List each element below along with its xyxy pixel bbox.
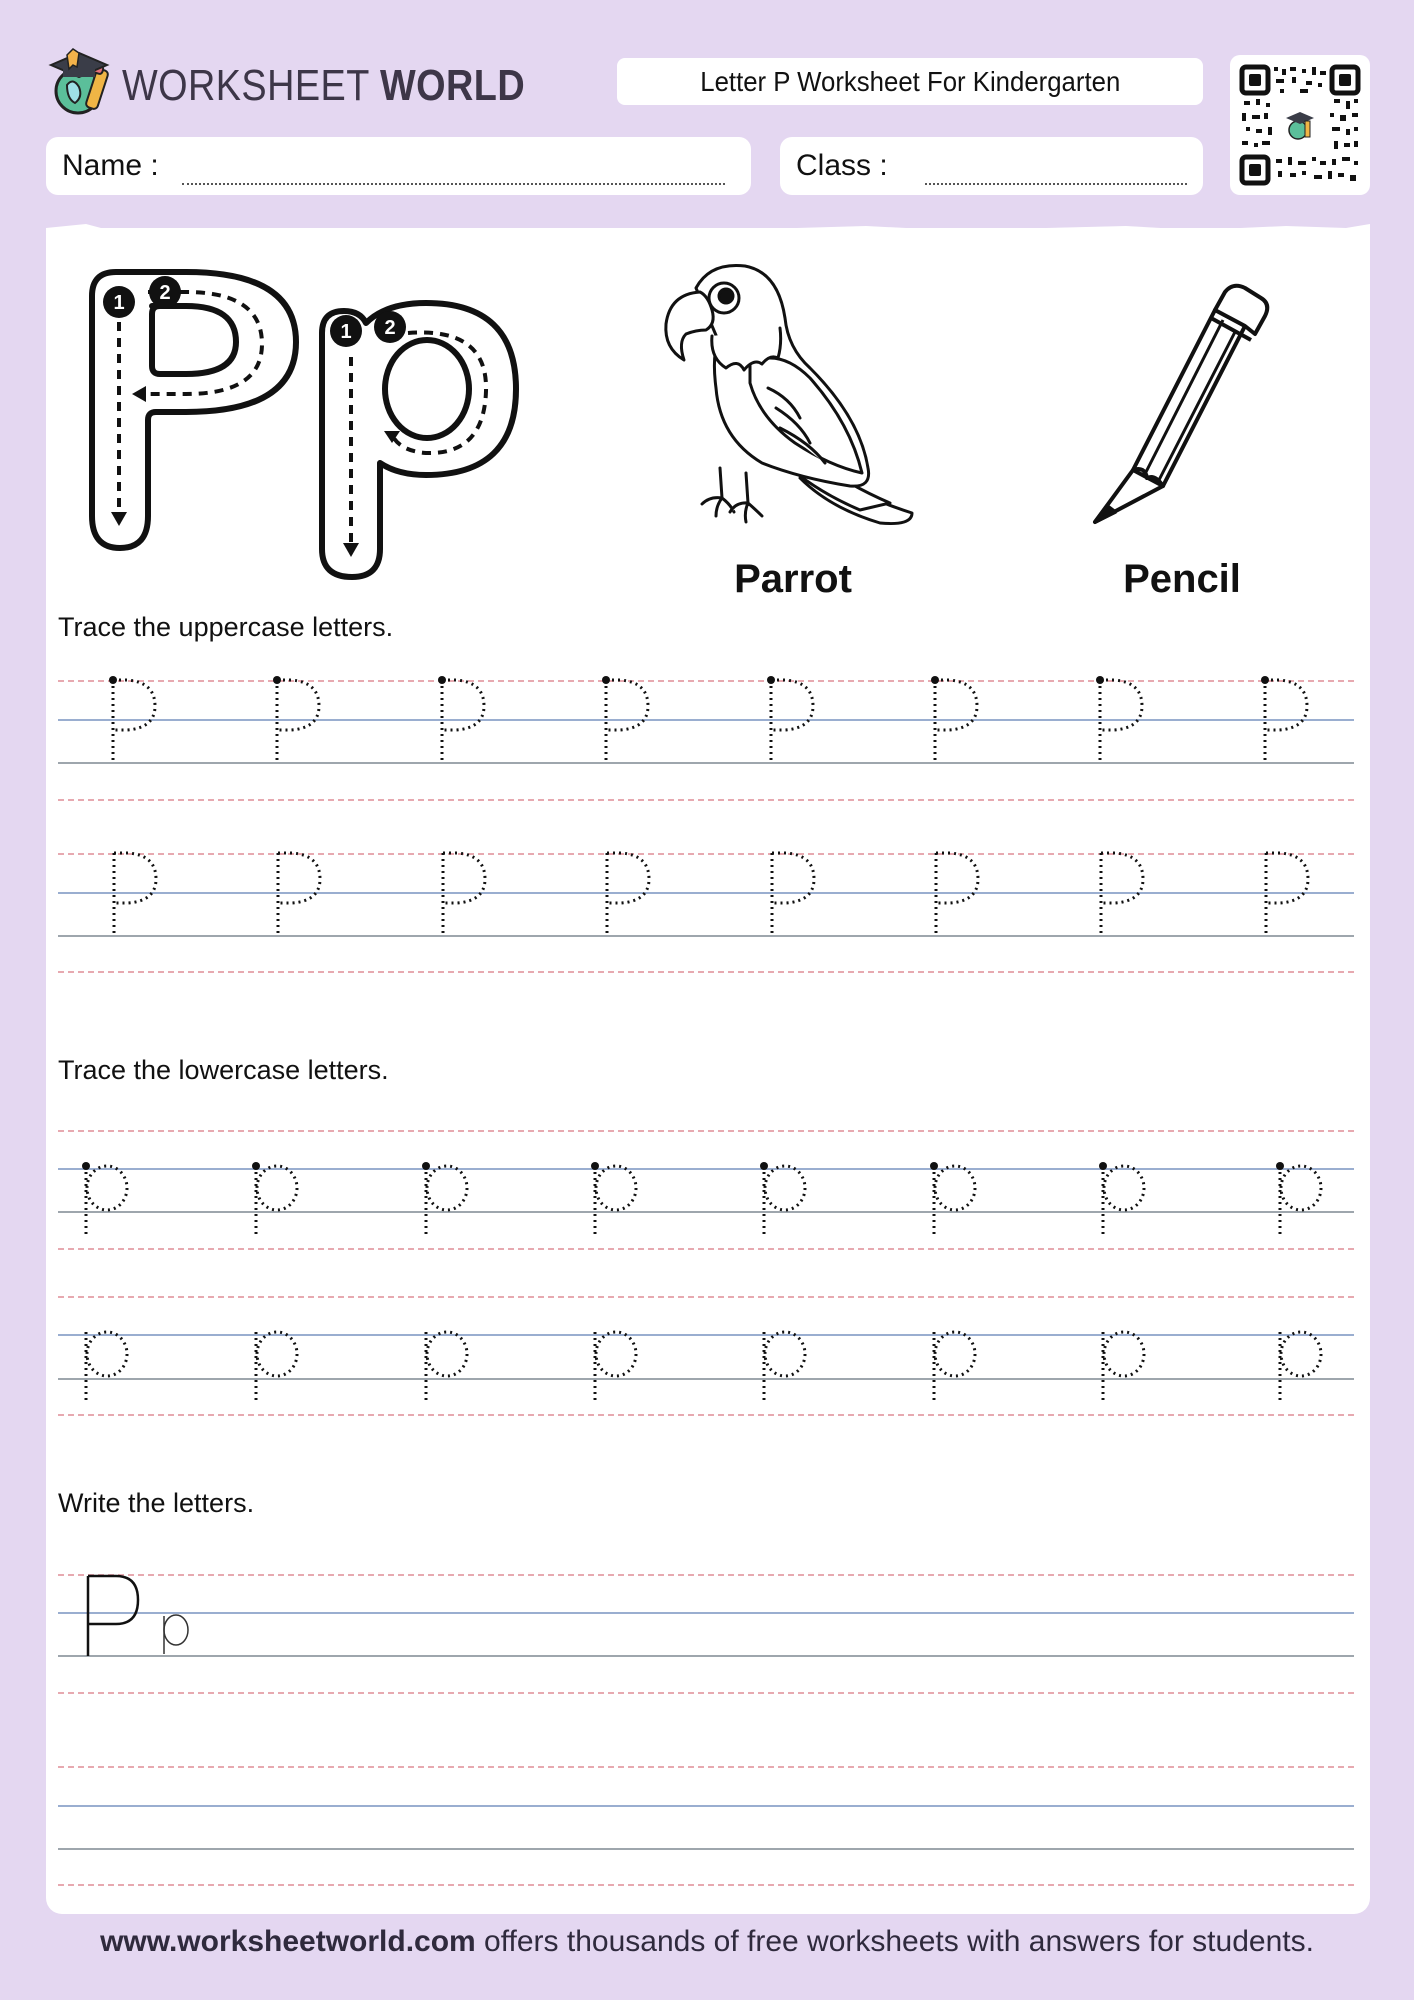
parrot-icon — [650, 258, 930, 538]
footer-text: offers thousands of free worksheets with answers for students. — [475, 1925, 1314, 1958]
name-label: Name : — [62, 149, 159, 182]
guide-top-line — [58, 1296, 1354, 1298]
graduation-globe-pencil-logo-icon — [45, 45, 117, 117]
svg-text:1: 1 — [113, 292, 125, 314]
parrot-label: Parrot — [734, 557, 852, 601]
guide-top-line — [58, 1574, 1354, 1576]
dotted-lowercase-p-row-1 — [0, 1160, 1414, 1250]
brand-name-light: WORKSHEET — [122, 61, 370, 110]
brand-name-bold: WORLD — [380, 61, 526, 110]
pencil-icon — [1085, 280, 1275, 530]
guide-top-line — [58, 1766, 1354, 1768]
write-section-title: Write the letters. — [58, 1488, 255, 1518]
guide-base-line — [58, 1655, 1354, 1657]
class-input-line[interactable] — [925, 183, 1187, 185]
guide-descender-line — [58, 799, 1354, 801]
class-label: Class : — [796, 149, 888, 182]
svg-text:1: 1 — [340, 321, 352, 343]
lowercase-section-title: Trace the lowercase letters. — [58, 1055, 389, 1085]
footer-url[interactable]: www.worksheetworld.com — [100, 1925, 476, 1958]
footer — [0, 1925, 1414, 1959]
svg-text:2: 2 — [384, 317, 396, 339]
dotted-uppercase-p-row-2 — [0, 843, 1414, 943]
lowercase-p-stroke-guide — [316, 297, 526, 582]
guide-descender-line — [58, 1692, 1354, 1694]
class-field[interactable] — [780, 137, 1203, 195]
guide-descender-line — [58, 971, 1354, 973]
guide-descender-line — [58, 1884, 1354, 1886]
dotted-lowercase-p-row-2 — [0, 1326, 1414, 1416]
name-field[interactable] — [46, 137, 751, 195]
dotted-uppercase-p-row-1 — [0, 670, 1414, 770]
pencil-label: Pencil — [1123, 557, 1241, 601]
svg-text:2: 2 — [159, 282, 171, 304]
guide-base-line — [58, 1848, 1354, 1850]
example-letters-pp — [80, 1570, 200, 1660]
brand-name — [122, 58, 525, 114]
guide-top-line — [58, 1130, 1354, 1132]
worksheet-title — [617, 58, 1203, 105]
guide-mid-line — [58, 1805, 1354, 1807]
uppercase-p-stroke-guide — [86, 266, 306, 556]
worksheet-title-text: Letter P Worksheet For Kindergarten — [699, 65, 1121, 97]
name-input-line[interactable] — [182, 183, 725, 185]
uppercase-section-title: Trace the uppercase letters. — [58, 612, 394, 642]
torn-paper-edge — [46, 214, 1370, 244]
qr-code — [1230, 55, 1370, 195]
qr-code-icon — [1230, 55, 1370, 195]
guide-mid-line — [58, 1612, 1354, 1614]
brand-logo — [45, 45, 117, 117]
